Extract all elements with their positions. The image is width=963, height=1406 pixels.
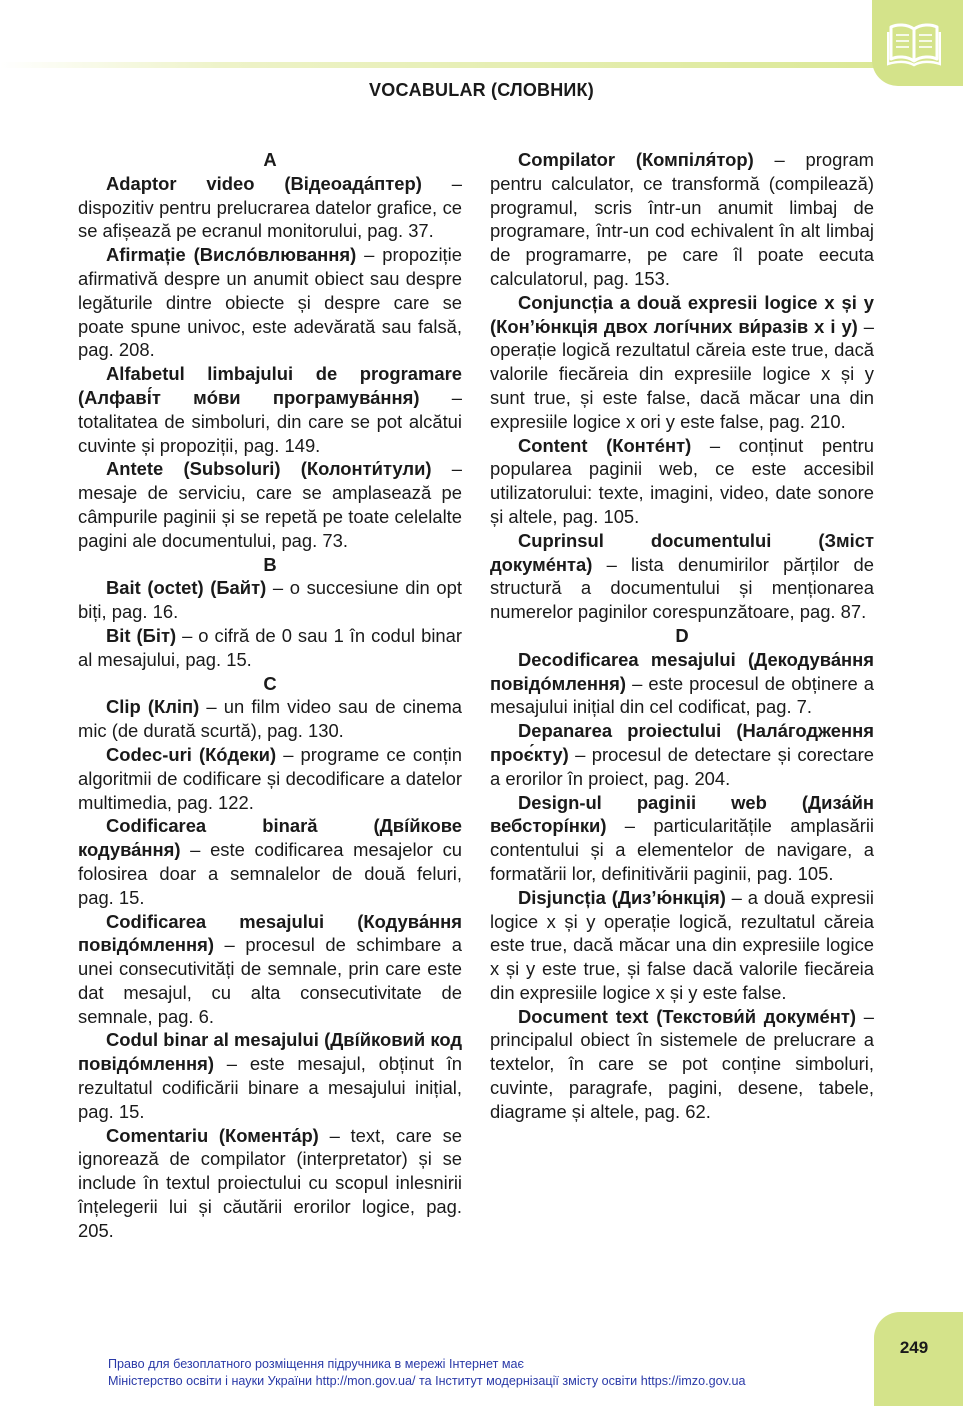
glossary-term: Codul binar al mesajului (Двíйковий код повідóмлення) — [78, 1029, 462, 1075]
glossary-entry — [490, 148, 874, 291]
glossary-term: Codificarea mesajului (Кодува́ння повідóмлення) — [78, 910, 462, 956]
glossary-entry — [78, 362, 462, 457]
page-title: VOCABULAR (СЛОВНИК) — [369, 80, 594, 100]
section-letter: B — [263, 553, 277, 575]
glossary-entry — [78, 624, 462, 672]
section-letter: A — [263, 149, 277, 170]
glossary-definition: – program pentru calculator, ce transformă (compilează) programul, scris într-un anumit limbaj de programare, într-un cod echivalent în alt limbaj de programarre, pe care îl poate eecuta calculatorul, pag. 153. — [490, 149, 874, 289]
glossary-entry — [78, 695, 462, 743]
page-number-tab — [874, 1312, 963, 1406]
glossary-definition: – un film video sau de cinema mic (de durată scurtă), pag. 130. — [78, 696, 462, 742]
glossary-definition: – text, care se ignorează de compilator (interpretator) și se include în textul proiectului cu scopul inlesnirii înțelegerii lui și căutării erorilor logice, pag. 205. — [78, 1124, 462, 1241]
open-book-icon — [887, 21, 941, 67]
glossary-term: Disjuncția (Дизʼю́нкція) — [518, 886, 726, 908]
glossary-definition: – particularitățile amplasării contentului și a elementelor de navigare, a formatării lor, definitivării paginii, pag. 105. — [490, 815, 874, 884]
glossary-definition: – totalitatea de simboluri, din care se pot alcătui cuvinte și propoziții, pag. 149. — [78, 386, 462, 456]
glossary-entry — [78, 457, 462, 552]
glossary-entry — [78, 576, 462, 624]
footer-line-1: Право для безоплатного розміщення підручника в мережі Інтернет має — [108, 1357, 524, 1371]
glossary-definition: – este mesajul, obținut în rezultatul codificării binare a mesajului inițial, pag. 15. — [78, 1053, 462, 1122]
glossary-definition: – procesul de detectare și corectare a erorilor în proiect, pag. 204. — [490, 743, 874, 789]
section-letter: C — [263, 672, 277, 694]
glossary-entry — [78, 172, 462, 243]
glossary-term: Depanarea proiectului (Налáгодження проє́кту) — [490, 720, 874, 765]
glossary-term: Conjuncția a două expresii logice x și y (Конʼю́нкція двох логíчних ви́разів x і y) — [490, 291, 874, 337]
glossary-definition: – conținut pentru popularea paginii web, ce este accesibil utilizatorului: texte, imagini, video, date sonore și altele, pag. 105. — [490, 434, 875, 527]
glossary-entry — [490, 791, 874, 886]
glossary-definition: – a două expresii logice x și y operație logică, rezultatul căreia este true, dacă măcar una din expresiile logice x și y este true, și false dacă valorile fiecăreia din expresiile logice x și y este false. — [490, 886, 874, 1003]
glossary-definition: – programe ce conțin algoritmii de codificare și decodificare a datelor multimedia, pag. 122. — [78, 743, 463, 813]
glossary-term: Codificarea binară (Двíйкове кодува́ння) — [78, 815, 462, 861]
glossary-term: Bit (Біт) — [106, 624, 177, 646]
glossary-term: Alfabetul limbajului de programare (Алфаві́т мóви програмува́ння) — [78, 363, 462, 408]
header-rule — [0, 62, 880, 68]
glossary-definition: – principalul obiect în sistemele de prelucrare a textelor, în care se pot conține simboluri, cuvinte, paragrafe, pagini, desene, tabele, diagrame și altele, pag. 62. — [490, 1005, 874, 1122]
glossary-definition: – lista denumirilor părților de structură a documentului și menționarea numerelor paginilor corespunzătoare, pag. 87. — [490, 553, 874, 623]
glossary-term: Adaptor video (Відеоада́птер) — [106, 172, 422, 194]
page-number: 249 — [899, 1338, 929, 1357]
glossary-entry — [78, 814, 462, 909]
glossary-entry — [78, 243, 462, 362]
footer-line-2: Міністерство освіти і науки України http://mon.gov.ua/ та Інститут модернізації змісту освіти https://imzo.gov.ua — [108, 1374, 746, 1388]
glossary-entry — [490, 1005, 874, 1124]
glossary-entry — [490, 886, 874, 1005]
glossary-definition: – o cifră de 0 sau 1 în codul binar al mesajului, pag. 15. — [78, 624, 462, 670]
glossary-entry — [78, 743, 462, 814]
glossary-term: Decodificarea mesajului (Декодува́ння повідóмлення) — [490, 648, 874, 694]
glossary-term: Document text (Текстови́й докумéнт) — [518, 1005, 856, 1027]
footer-notice — [108, 1356, 745, 1390]
glossary-term: Clip (Кліп) — [106, 696, 200, 718]
section-letter: D — [675, 624, 689, 646]
glossary-definition: – este codificarea mesajelor cu folosirea doar a semnalelor de două feluri, pag. 15. — [78, 839, 462, 908]
left-column — [78, 148, 462, 1243]
glossary-entry — [78, 1028, 462, 1123]
glossary-term: Antete (Subsoluri) (Колонти́тули) — [106, 458, 432, 480]
glossary-entry — [490, 434, 874, 529]
glossary-term: Design-ul paginii web (Диза́йн вебсторíнки) — [490, 791, 874, 837]
glossary-entry — [490, 648, 874, 719]
glossary-term: Comentariu (Комента́р) — [106, 1124, 319, 1146]
glossary-definition: – este procesul de obținere a mesajului inițial din cel codificat, pag. 7. — [490, 672, 874, 718]
glossary-term: Compilator (Компіля́тор) — [518, 149, 754, 170]
glossary-term: Cuprinsul documentului (Зміст докумéнта) — [490, 529, 874, 575]
glossary-term: Codec-uri (Кóдеки) — [106, 743, 277, 765]
glossary-entry — [490, 291, 874, 434]
right-column — [490, 148, 874, 1124]
glossary-term: Afirmație (Вислóвлювання) — [106, 244, 357, 266]
glossary-entry — [78, 1124, 462, 1243]
glossary-entry — [490, 529, 874, 624]
glossary-entry — [490, 719, 874, 790]
glossary-definition: – o succesiune din opt biți, pag. 16. — [78, 577, 462, 623]
glossary-term: Bait (octet) (Байт) — [106, 577, 267, 599]
glossary-definition: – procesul de schimbare a unei consecutivități de semnale, prin care este dat mesajul, cu alta consecutivitate de semnale, pag. 6. — [78, 934, 462, 1027]
glossary-entry — [78, 910, 462, 1029]
glossary-definition: – operație logică rezultatul căreia este true, dacă valorile fiecăreia din expresiile logice x și y sunt true, și este false, dacă măcar una din expresiile logice x ori y este false, pag. 210. — [490, 315, 874, 432]
glossary-definition: – mesaje de serviciu, care se amplasează pe câmpurile paginii și se repetă pe toate celelalte pagini ale documentului, pag. 73. — [78, 458, 462, 551]
glossary-term: Content (Контéнт) — [518, 434, 692, 456]
glossary-definition: – dispozitiv pentru prelucrarea datelor grafice, ce se afișează pe ecranul monitorului, pag. 37. — [78, 172, 462, 242]
glossary-definition: – propoziție afirmativă despre un anumit obiect sau despre legăturile dintre obiecte și despre care se poate spune univoc, este adevărată sau falsă, pag. 208. — [78, 244, 462, 361]
